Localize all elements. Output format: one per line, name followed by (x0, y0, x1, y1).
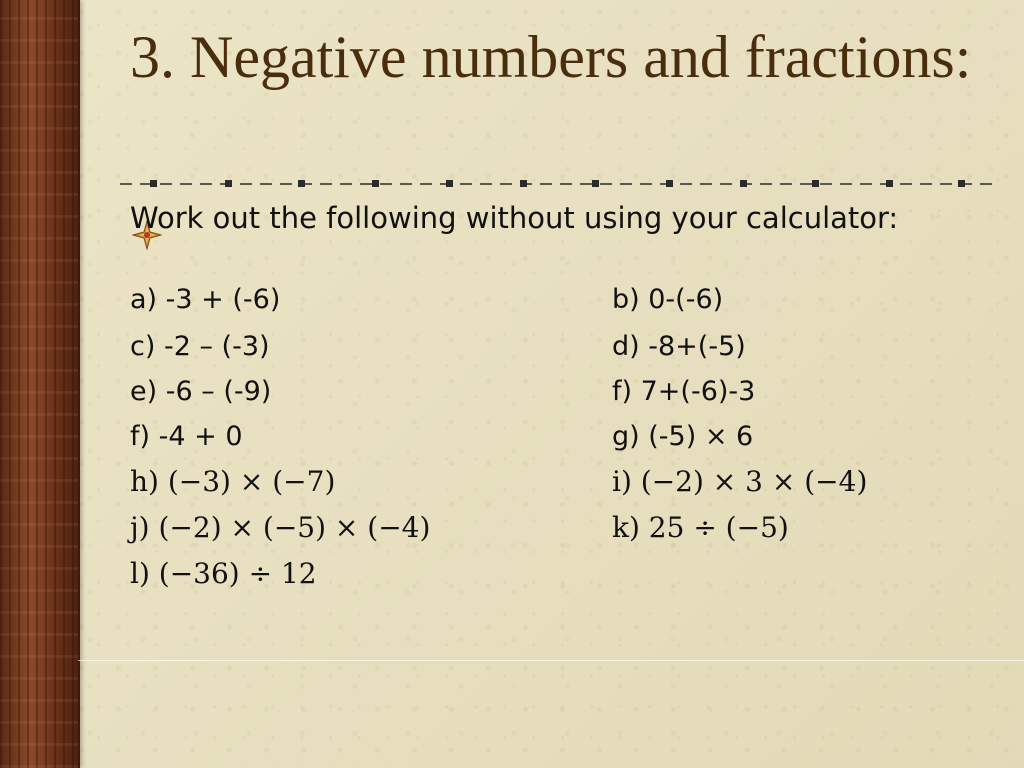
slide-title: 3. Negative numbers and fractions: (130, 24, 972, 90)
problem-l: l) (−36) ÷ 12 (130, 557, 317, 590)
problem-j: j) (−2) × (−5) × (−4) (130, 511, 431, 544)
decorative-divider (120, 176, 992, 192)
problem-g: g) (-5) × 6 (612, 421, 754, 452)
problem-k: k) 25 ÷ (−5) (612, 511, 789, 544)
problem-f-right: f) 7+(-6)-3 (612, 376, 756, 407)
problem-d: d) -8+(-5) (612, 331, 746, 362)
problem-b: b) 0-(-6) (612, 284, 724, 315)
problem-f-left: f) -4 + 0 (130, 421, 243, 452)
problem-a: a) -3 + (-6) (130, 284, 281, 315)
problem-h: h) (−3) × (−7) (130, 465, 336, 498)
problem-c: c) -2 – (-3) (130, 331, 270, 362)
problem-e: e) -6 – (-9) (130, 376, 272, 407)
instructions-text: Work out the following without using your calculator: (130, 201, 899, 235)
footer-rule (78, 660, 1024, 661)
wood-border (0, 0, 80, 768)
problem-i: i) (−2) × 3 × (−4) (612, 465, 868, 498)
